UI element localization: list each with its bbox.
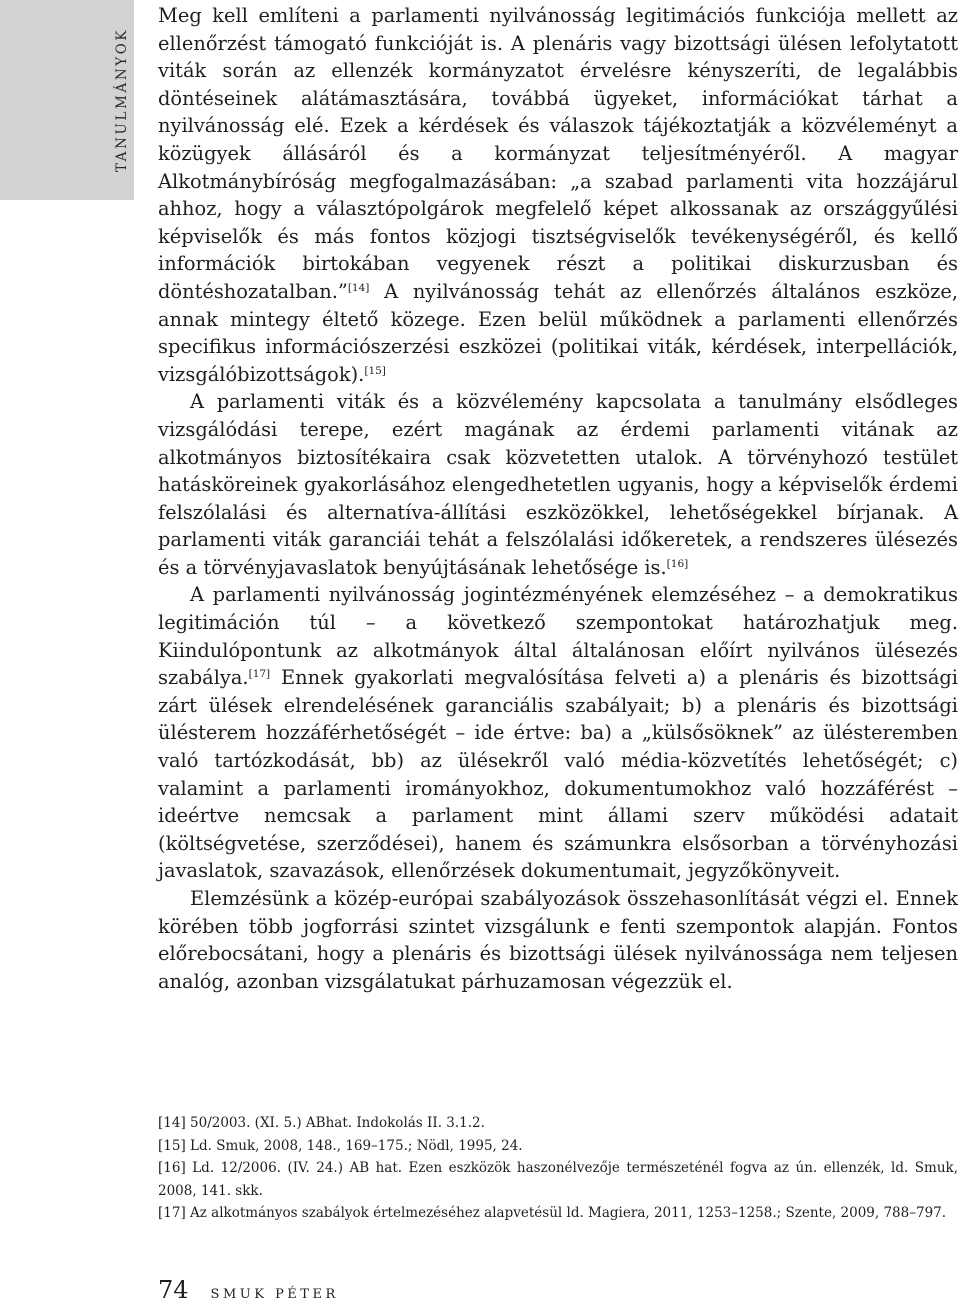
- body-text: [158, 2, 958, 995]
- footnote: [158, 1157, 958, 1202]
- footnote-number: [14]: [158, 1115, 186, 1131]
- paragraph: [158, 2, 958, 388]
- paragraph: [158, 388, 958, 581]
- footnote: [158, 1202, 958, 1225]
- author-name: SMUK PÉTER: [210, 1287, 339, 1302]
- paragraph-text: Ennek gyakorlati megvalósítása felveti a) a plenáris és bizottsági zárt ülések elrendelésének garanciális szabályait; b) a plenáris és bizottsági ülésterem hozzáférhetőségét – ide értve: ba) a „külsősöknek” az ülésteremben való tartózkodását, bb) az ülésekről való média-közvetítés lehetőségét; c) valamint a parlamenti irományokhoz, dokumentumokhoz való hozzáférést – ideértve nemcsak a parlament mint állami szerv működési adatait (költségvetése, szerződései), hanem és számunkra elsősorban a törvényhozási javaslatok, szavazások, ellenőrzések dokumentumait, jegyzőkönyveit.: [158, 666, 958, 883]
- footnote: [158, 1135, 958, 1158]
- paragraph-text: A parlamenti nyilvánosság jogintézményének elemzéséhez – a demokratikus legitimáción túl – a következő szempontokat határozhatjuk meg. Kiindulópontunk az alkotmányok által általánosan előírt nyilvános ülésezés szabálya.: [158, 583, 958, 690]
- footnote-ref: [16]: [666, 557, 689, 570]
- paragraph: [158, 581, 958, 885]
- footnote-ref: [17]: [248, 668, 271, 681]
- paragraph-text: Elemzésünk a közép-európai szabályozások összehasonlítását végzi el. Ennek körében több jogforrási szintet vizsgálunk e fenti szempontok alapján. Fontos előrebocsátani, hogy a plenáris és bizottsági ülések nyilvánossága nem teljesen analóg, azonban vizsgálatukat párhuzamosan végezzük el.: [158, 887, 958, 993]
- paragraph-text: A parlamenti viták és a közvélemény kapcsolata a tanulmány elsődleges vizsgálódási terepe, ezért magának az érdemi parlamenti vitának az alkotmányos biztosítékaira csak közvetetten utalok. A törvényhozó testület hatásköreinek gyakorlásához elengedhetetlen ugyanis, hogy a képviselők érdemi felszólalási és alternatíva-állítási eszközökkel, lehetőségekkel bírjanak. A parlamenti viták garanciái tehát a felszólalási időkeretek, a rendszeres ülésezés és a törvényjavaslatok benyújtásának lehetősége is.: [158, 390, 958, 579]
- footnote-text: Az alkotmányos szabályok értelmezéséhez alapvetésül ld. Magiera, 2011, 1253–1258.; Szente, 2009, 788–797.: [190, 1205, 947, 1221]
- footnote-ref: [14]: [347, 281, 370, 294]
- footnote-number: [15]: [158, 1137, 186, 1154]
- page-footer: [158, 1276, 339, 1304]
- page-number: 74: [158, 1276, 189, 1304]
- footnote-text: Ld. Smuk, 2008, 148., 169–175.; Nödl, 1995, 24.: [190, 1137, 523, 1154]
- footnote-number: [17]: [158, 1205, 186, 1221]
- section-tab: [0, 0, 134, 200]
- paragraph-text: A nyilvánosság tehát az ellenőrzés általános eszköze, annak mintegy éltető közege. Ezen belül működnek a parlamenti ellenőrzés specifikus információszerzési eszközei (politikai viták, kérdések, interpellációk, vizsgálóbizottságok).: [158, 279, 958, 386]
- footnote-number: [16]: [158, 1160, 186, 1176]
- footnote: [158, 1112, 958, 1135]
- paragraph: [158, 885, 958, 995]
- paragraph-text: Meg kell említeni a parlamenti nyilvánosság legitimációs funkciója mellett az ellenőrzést támogató funkcióját is. A plenáris vagy bizottsági ülésen lefolytatott viták során az ellenzék kormányzatot érvelésre kényszeríti, de legalábbis döntéseinek alátámasztására, továbbá ügyeket, információkat tárhat a nyilvánosság elé. Ezek a kérdések és válaszok tájékoztatják a közvéleményt a közügyek állásáról és a kormányzat teljesítményéről. A magyar Alkotmánybíróság megfogalmazásában: „a szabad parlamenti vita hozzájárul ahhoz, hogy a választópolgárok megfelelő képet alkossanak az országgyűlési képviselők és más fontos közjogi tisztségviselők tevékenységéről, és kellő információk birtokában vegyenek részt a politikai diskurzusban és döntéshozatalban.”: [158, 4, 958, 303]
- footnote-ref: [15]: [364, 364, 386, 377]
- footnote-text: Ld. 12/2006. (IV. 24.) AB hat. Ezen eszközök haszonélvezője természeténél fogva az ún. ellenzék, ld. Smuk, 2008, 141. skk.: [158, 1160, 958, 1199]
- footnote-text: 50/2003. (XI. 5.) ABhat. Indokolás II. 3.1.2.: [190, 1115, 485, 1131]
- footnotes: [158, 1112, 958, 1225]
- section-label: TANULMÁNYOK: [114, 27, 130, 173]
